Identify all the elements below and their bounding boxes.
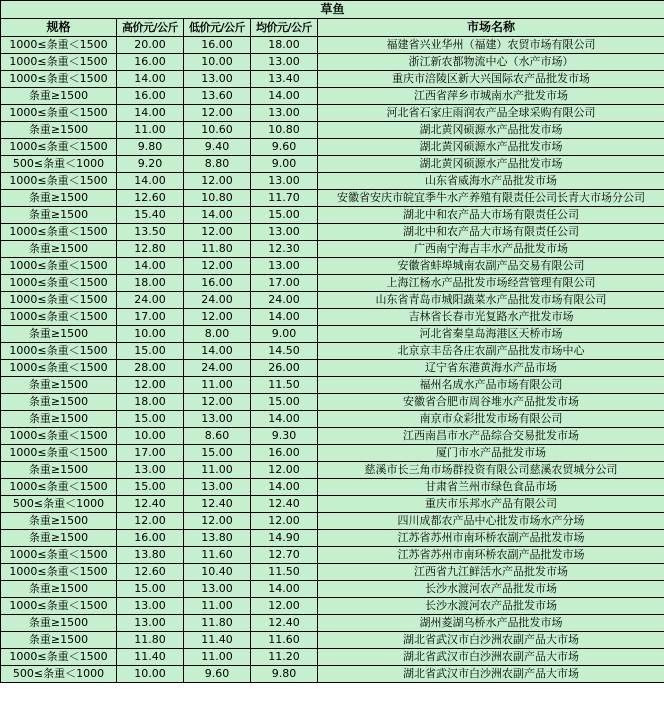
cell-low-price: 8.80 [184,156,251,173]
header-market-name: 市场名称 [318,19,664,37]
table-row [1,343,664,360]
table-row [1,156,664,173]
cell-avg-price: 14.50 [251,343,318,360]
cell-avg-price: 15.00 [251,394,318,411]
cell-low-price: 11.60 [184,547,251,564]
table-row [1,632,664,649]
cell-avg-price: 13.00 [251,105,318,122]
cell-market-name: 湖北中和农产品大市场有限责任公司 [318,207,664,224]
cell-market-name: 湖北省武汉市白沙洲农副产品大市场 [318,649,664,666]
cell-market-name: 湖北省武汉市白沙洲农副产品大市场 [318,666,664,683]
table-row [1,666,664,683]
cell-market-name: 湖北省武汉市白沙洲农副产品大市场 [318,632,664,649]
cell-low-price: 15.00 [184,445,251,462]
cell-spec: 1000≤条重＜1500 [1,275,117,292]
cell-spec: 条重≥1500 [1,326,117,343]
cell-market-name: 江西省萍乡市城南水产批发市场 [318,88,664,105]
cell-market-name: 江西省九江鲜活水产品批发市场 [318,564,664,581]
cell-high-price: 11.00 [117,122,184,139]
cell-high-price: 15.00 [117,479,184,496]
cell-market-name: 江西南昌市水产品综合交易批发市场 [318,428,664,445]
cell-spec: 条重≥1500 [1,377,117,394]
cell-high-price: 15.00 [117,343,184,360]
cell-avg-price: 15.00 [251,207,318,224]
cell-avg-price: 12.00 [251,598,318,615]
table-row [1,564,664,581]
cell-spec: 条重≥1500 [1,88,117,105]
table-row [1,428,664,445]
table-row [1,241,664,258]
cell-low-price: 12.00 [184,258,251,275]
cell-high-price: 14.00 [117,105,184,122]
cell-high-price: 13.00 [117,462,184,479]
cell-high-price: 16.00 [117,88,184,105]
cell-low-price: 13.00 [184,411,251,428]
cell-spec: 1000≤条重＜1500 [1,54,117,71]
cell-low-price: 24.00 [184,360,251,377]
cell-market-name: 湖北中和农产品大市场有限责任公司 [318,224,664,241]
cell-market-name: 河北省秦皇岛海港区天桥市场 [318,326,664,343]
cell-high-price: 14.00 [117,258,184,275]
cell-low-price: 10.40 [184,564,251,581]
cell-avg-price: 12.40 [251,496,318,513]
cell-low-price: 11.00 [184,649,251,666]
cell-high-price: 13.00 [117,615,184,632]
table-row [1,54,664,71]
cell-low-price: 11.00 [184,377,251,394]
table-row [1,224,664,241]
cell-avg-price: 26.00 [251,360,318,377]
cell-high-price: 9.80 [117,139,184,156]
cell-spec: 500≤条重＜1000 [1,496,117,513]
table-row [1,581,664,598]
cell-high-price: 10.00 [117,326,184,343]
cell-spec: 条重≥1500 [1,241,117,258]
cell-avg-price: 13.00 [251,54,318,71]
cell-market-name: 江苏省苏州市南环桥农副产品批发市场 [318,530,664,547]
cell-market-name: 南京市众彩批发市场有限公司 [318,411,664,428]
cell-spec: 1000≤条重＜1500 [1,292,117,309]
cell-spec: 条重≥1500 [1,632,117,649]
cell-low-price: 24.00 [184,292,251,309]
cell-market-name: 湖州菱湖乌桥水产品批发市场 [318,615,664,632]
table-row [1,615,664,632]
table-row [1,513,664,530]
cell-market-name: 浙江新农都物流中心（水产市场） [318,54,664,71]
cell-avg-price: 16.00 [251,445,318,462]
cell-high-price: 28.00 [117,360,184,377]
cell-avg-price: 9.60 [251,139,318,156]
cell-avg-price: 24.00 [251,292,318,309]
cell-spec: 条重≥1500 [1,462,117,479]
cell-market-name: 江苏省苏州市南环桥农副产品批发市场 [318,547,664,564]
cell-avg-price: 9.80 [251,666,318,683]
table-row [1,360,664,377]
cell-spec: 条重≥1500 [1,530,117,547]
cell-spec: 500≤条重＜1000 [1,156,117,173]
cell-avg-price: 12.00 [251,462,318,479]
cell-low-price: 11.00 [184,598,251,615]
table-row [1,598,664,615]
cell-spec: 1000≤条重＜1500 [1,479,117,496]
cell-low-price: 11.80 [184,241,251,258]
cell-market-name: 吉林省长春市光复路水产批发市场 [318,309,664,326]
table-row [1,37,664,54]
table-row [1,445,664,462]
cell-spec: 1000≤条重＜1500 [1,71,117,88]
cell-low-price: 12.00 [184,394,251,411]
cell-low-price: 11.00 [184,462,251,479]
cell-spec: 1000≤条重＜1500 [1,649,117,666]
cell-market-name: 湖北黄冈硕源水产品批发市场 [318,139,664,156]
table-row [1,105,664,122]
cell-low-price: 14.00 [184,343,251,360]
cell-spec: 条重≥1500 [1,513,117,530]
cell-spec: 1000≤条重＜1500 [1,173,117,190]
cell-avg-price: 9.00 [251,326,318,343]
cell-spec: 1000≤条重＜1500 [1,428,117,445]
cell-market-name: 慈溪市长三角市场群投资有限公司慈溪农贸城分公司 [318,462,664,479]
cell-avg-price: 12.40 [251,615,318,632]
cell-low-price: 10.60 [184,122,251,139]
cell-high-price: 11.80 [117,632,184,649]
header-low-price: 低价元/公斤 [184,19,251,37]
cell-low-price: 16.00 [184,275,251,292]
table-row [1,258,664,275]
cell-low-price: 12.40 [184,496,251,513]
cell-market-name: 安徽省蚌埠城南农副产品交易有限公司 [318,258,664,275]
cell-spec: 条重≥1500 [1,615,117,632]
cell-market-name: 甘肃省兰州市绿色食品市场 [318,479,664,496]
cell-market-name: 辽宁省东港黄海水产品市场 [318,360,664,377]
cell-avg-price: 12.30 [251,241,318,258]
cell-spec: 条重≥1500 [1,581,117,598]
cell-avg-price: 13.00 [251,258,318,275]
cell-avg-price: 11.50 [251,377,318,394]
cell-avg-price: 11.60 [251,632,318,649]
cell-avg-price: 11.70 [251,190,318,207]
table-row [1,530,664,547]
cell-high-price: 12.40 [117,496,184,513]
cell-low-price: 14.00 [184,207,251,224]
cell-market-name: 安徽省安庆市皖宜季牛水产养殖有限责任公司长青大市场分公司 [318,190,664,207]
cell-spec: 1000≤条重＜1500 [1,224,117,241]
cell-avg-price: 10.80 [251,122,318,139]
cell-market-name: 广西南宁海吉丰水产品批发市场 [318,241,664,258]
cell-avg-price: 11.50 [251,564,318,581]
cell-spec: 1000≤条重＜1500 [1,598,117,615]
cell-avg-price: 14.00 [251,88,318,105]
header-spec: 规格 [1,19,117,37]
cell-avg-price: 13.00 [251,224,318,241]
table-row [1,649,664,666]
cell-avg-price: 12.00 [251,513,318,530]
cell-avg-price: 14.00 [251,479,318,496]
cell-low-price: 13.00 [184,479,251,496]
cell-spec: 1000≤条重＜1500 [1,445,117,462]
cell-high-price: 13.00 [117,598,184,615]
cell-high-price: 13.50 [117,224,184,241]
cell-high-price: 24.00 [117,292,184,309]
cell-high-price: 16.00 [117,530,184,547]
cell-avg-price: 18.00 [251,37,318,54]
header-high-price: 高价元/公斤 [117,19,184,37]
cell-low-price: 9.40 [184,139,251,156]
cell-low-price: 9.60 [184,666,251,683]
cell-spec: 条重≥1500 [1,411,117,428]
cell-avg-price: 14.90 [251,530,318,547]
cell-high-price: 17.00 [117,445,184,462]
table-row [1,207,664,224]
cell-high-price: 15.00 [117,581,184,598]
table-body [1,37,664,683]
cell-market-name: 重庆市乐邦水产品有限公司 [318,496,664,513]
cell-market-name: 长沙水渡河农产品批发市场 [318,581,664,598]
cell-avg-price: 17.00 [251,275,318,292]
table-row [1,394,664,411]
cell-spec: 条重≥1500 [1,394,117,411]
cell-high-price: 12.60 [117,564,184,581]
table-row [1,292,664,309]
cell-high-price: 10.00 [117,666,184,683]
cell-market-name: 河北省石家庄雨润农产品全球采购有限公司 [318,105,664,122]
cell-low-price: 12.00 [184,309,251,326]
cell-low-price: 13.00 [184,71,251,88]
cell-market-name: 山东省威海水产品批发市场 [318,173,664,190]
table-row [1,479,664,496]
cell-spec: 1000≤条重＜1500 [1,360,117,377]
cell-avg-price: 14.00 [251,411,318,428]
cell-avg-price: 13.00 [251,173,318,190]
cell-avg-price: 9.30 [251,428,318,445]
table-row [1,88,664,105]
cell-high-price: 11.40 [117,649,184,666]
cell-high-price: 9.20 [117,156,184,173]
table-row [1,547,664,564]
cell-spec: 条重≥1500 [1,190,117,207]
cell-market-name: 福建省兴业华州（福建）农贸市场有限公司 [318,37,664,54]
cell-high-price: 12.60 [117,190,184,207]
table-row [1,275,664,292]
cell-spec: 1000≤条重＜1500 [1,309,117,326]
cell-low-price: 10.00 [184,54,251,71]
cell-market-name: 安徽省合肥市周谷堆水产品批发市场 [318,394,664,411]
cell-avg-price: 14.00 [251,581,318,598]
cell-spec: 1000≤条重＜1500 [1,139,117,156]
cell-avg-price: 12.70 [251,547,318,564]
cell-spec: 条重≥1500 [1,122,117,139]
table-row [1,309,664,326]
table-row [1,122,664,139]
cell-low-price: 12.00 [184,105,251,122]
table-row [1,326,664,343]
cell-spec: 1000≤条重＜1500 [1,547,117,564]
header-avg-price: 均价元/公斤 [251,19,318,37]
cell-market-name: 四川成都农产品中心批发市场水产分场 [318,513,664,530]
table-row [1,190,664,207]
cell-avg-price: 13.40 [251,71,318,88]
table-row [1,377,664,394]
table-row [1,496,664,513]
cell-high-price: 13.80 [117,547,184,564]
cell-avg-price: 14.00 [251,309,318,326]
cell-market-name: 厦门市水产品批发市场 [318,445,664,462]
cell-market-name: 福州名成水产品市场有限公司 [318,377,664,394]
cell-market-name: 湖北黄冈硕源水产品批发市场 [318,156,664,173]
cell-avg-price: 11.20 [251,649,318,666]
cell-high-price: 17.00 [117,309,184,326]
cell-market-name: 长沙水渡河农产品批发市场 [318,598,664,615]
cell-low-price: 12.00 [184,513,251,530]
table-row [1,71,664,88]
cell-low-price: 10.80 [184,190,251,207]
cell-spec: 1000≤条重＜1500 [1,343,117,360]
cell-high-price: 12.00 [117,513,184,530]
cell-low-price: 8.60 [184,428,251,445]
table-row [1,411,664,428]
header-row [1,19,664,37]
cell-high-price: 18.00 [117,275,184,292]
cell-low-price: 12.00 [184,173,251,190]
cell-spec: 1000≤条重＜1500 [1,105,117,122]
cell-low-price: 13.00 [184,581,251,598]
title-row [1,1,664,19]
cell-market-name: 山东省青岛市城阳蔬菜水产品批发市场有限公司 [318,292,664,309]
cell-spec: 1000≤条重＜1500 [1,258,117,275]
cell-low-price: 16.00 [184,37,251,54]
cell-market-name: 重庆市涪陵区新大兴国际农产品批发市场 [318,71,664,88]
cell-low-price: 11.80 [184,615,251,632]
cell-spec: 条重≥1500 [1,207,117,224]
cell-avg-price: 9.00 [251,156,318,173]
cell-high-price: 14.00 [117,173,184,190]
sheet-title: 草鱼 [1,1,664,19]
cell-spec: 500≤条重＜1000 [1,666,117,683]
cell-high-price: 15.40 [117,207,184,224]
table-row [1,462,664,479]
table-row [1,139,664,156]
cell-high-price: 12.80 [117,241,184,258]
cell-market-name: 湖北黄冈硕源水产品批发市场 [318,122,664,139]
cell-spec: 1000≤条重＜1500 [1,564,117,581]
cell-high-price: 16.00 [117,54,184,71]
cell-market-name: 上海江杨水产品批发市场经营管理有限公司 [318,275,664,292]
cell-high-price: 12.00 [117,377,184,394]
cell-low-price: 12.00 [184,224,251,241]
cell-high-price: 15.00 [117,411,184,428]
cell-spec: 1000≤条重＜1500 [1,37,117,54]
cell-high-price: 18.00 [117,394,184,411]
cell-high-price: 10.00 [117,428,184,445]
cell-low-price: 8.00 [184,326,251,343]
cell-high-price: 20.00 [117,37,184,54]
table-row [1,173,664,190]
cell-low-price: 11.40 [184,632,251,649]
cell-low-price: 13.80 [184,530,251,547]
cell-market-name: 北京京丰岳各庄农副产品批发市场中心 [318,343,664,360]
cell-low-price: 13.60 [184,88,251,105]
cell-high-price: 14.00 [117,71,184,88]
